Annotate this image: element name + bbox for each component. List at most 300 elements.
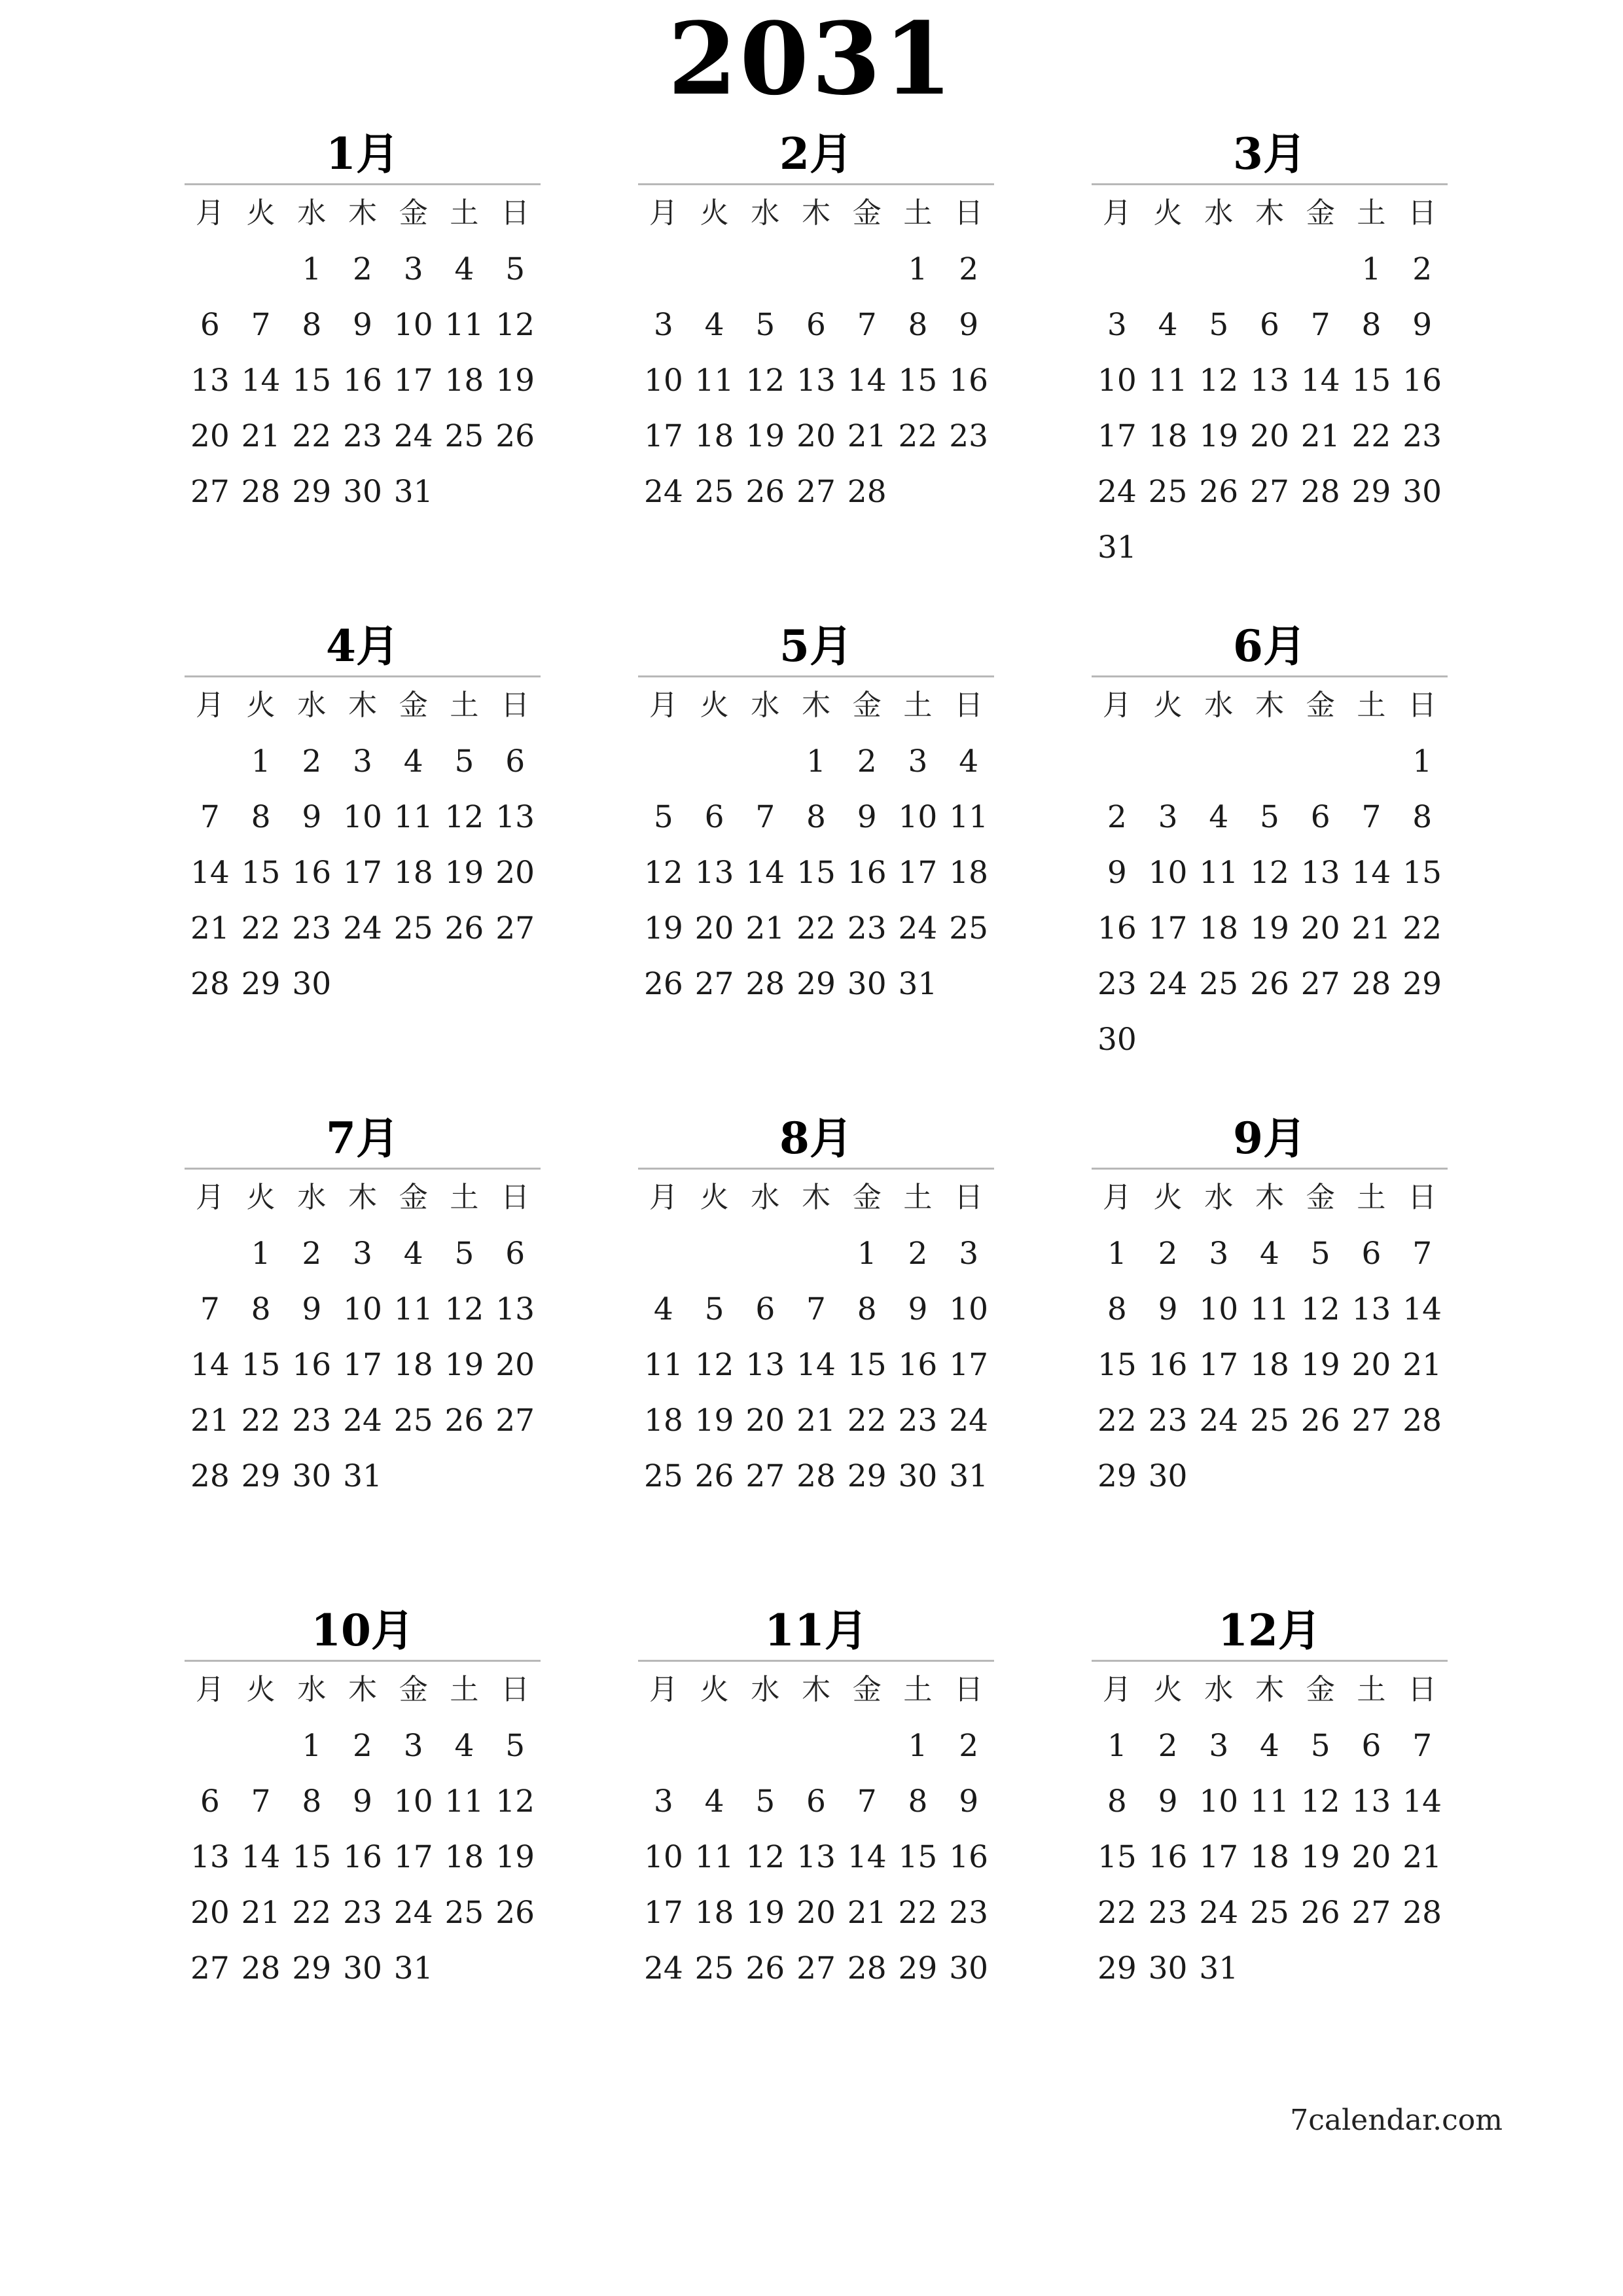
month-title: 12月 [1218, 1605, 1321, 1656]
day-cell: 28 [1402, 1403, 1442, 1439]
weekday-header [638, 1662, 994, 1718]
day-cell: 27 [190, 474, 230, 510]
week-row [1092, 789, 1448, 845]
day-cell: 3 [403, 251, 423, 287]
weekday-label: 木 [348, 689, 377, 722]
day-cell: 6 [1260, 307, 1279, 343]
day-cell [1193, 242, 1244, 297]
day-cell: 8 [857, 1291, 877, 1327]
day-cell [1397, 520, 1448, 575]
day-cell: 4 [1260, 1728, 1279, 1764]
day-cell: 2 [302, 744, 322, 780]
day-cell [236, 242, 287, 297]
weekday-label: 土 [903, 1673, 933, 1706]
day-cell: 12 [745, 363, 785, 399]
day-cell: 20 [694, 910, 734, 946]
week-row [1092, 1393, 1448, 1448]
weekday-label: 火 [246, 1673, 276, 1706]
day-cell: 1 [302, 251, 322, 287]
day-cell [1244, 520, 1295, 575]
day-cell: 1 [908, 1728, 928, 1764]
month-block [638, 1601, 994, 1996]
weekday-label: 金 [852, 689, 882, 722]
day-cell: 27 [495, 1403, 535, 1439]
day-cell: 30 [898, 1458, 938, 1494]
day-cell: 24 [898, 910, 938, 946]
day-cell: 18 [694, 418, 734, 454]
day-cell: 16 [1148, 1347, 1188, 1383]
day-cell: 5 [454, 1236, 474, 1272]
day-cell: 14 [847, 363, 887, 399]
weekday-label: 金 [1306, 196, 1335, 230]
day-cell: 6 [505, 744, 526, 780]
week-row [1092, 297, 1448, 353]
day-cell: 7 [806, 1291, 826, 1327]
day-cell: 2 [1412, 251, 1433, 287]
weekday-header [638, 1170, 994, 1226]
day-cell: 6 [806, 307, 826, 343]
day-cell: 9 [1412, 307, 1433, 343]
weekday-header [1092, 1170, 1448, 1226]
day-cell: 18 [694, 1895, 734, 1931]
day-cell: 11 [444, 307, 484, 343]
week-row [1092, 1941, 1448, 1996]
day-cell: 10 [643, 363, 683, 399]
day-cell: 3 [908, 744, 928, 780]
day-cell: 9 [959, 1784, 979, 1820]
day-cell: 27 [1250, 474, 1289, 510]
day-cell [943, 956, 994, 1012]
day-cell [1244, 1941, 1295, 1996]
day-cell: 22 [847, 1403, 887, 1439]
day-cell: 24 [343, 1403, 382, 1439]
day-cell: 22 [1351, 418, 1391, 454]
week-row [638, 1774, 994, 1829]
day-cell: 23 [1148, 1403, 1188, 1439]
day-cell: 17 [643, 418, 683, 454]
week-row [1092, 242, 1448, 297]
weekday-label: 土 [1357, 1181, 1386, 1214]
day-cell: 23 [1148, 1895, 1188, 1931]
day-cell: 15 [898, 363, 938, 399]
day-cell: 23 [847, 910, 887, 946]
weekday-label: 火 [1153, 1673, 1183, 1706]
weekday-header [638, 677, 994, 734]
day-cell: 21 [745, 910, 785, 946]
day-cell [490, 464, 541, 520]
week-row [185, 901, 541, 956]
day-cell: 27 [1351, 1403, 1391, 1439]
day-cell: 4 [403, 744, 423, 780]
weekday-label: 日 [954, 196, 984, 230]
weekday-label: 日 [501, 1181, 530, 1214]
day-cell: 25 [694, 474, 734, 510]
week-row [185, 1941, 541, 1996]
day-cell: 24 [393, 418, 433, 454]
day-cell: 12 [444, 1291, 484, 1327]
day-cell: 12 [694, 1347, 734, 1383]
weekday-label: 土 [903, 1181, 933, 1214]
day-cell: 20 [745, 1403, 785, 1439]
day-cell [388, 956, 439, 1012]
day-cell: 21 [1402, 1347, 1442, 1383]
day-cell: 31 [1097, 529, 1137, 565]
day-cell: 31 [393, 1950, 433, 1986]
day-cell: 26 [745, 474, 785, 510]
day-cell: 19 [1300, 1839, 1340, 1875]
day-cell: 1 [806, 744, 826, 780]
day-cell [1092, 242, 1143, 297]
day-cell: 3 [653, 307, 673, 343]
day-cell: 31 [949, 1458, 989, 1494]
day-cell: 17 [898, 855, 938, 891]
year-title: 2031 [668, 0, 955, 117]
weekday-label: 火 [700, 689, 729, 722]
weekday-label: 金 [852, 1181, 882, 1214]
day-cell: 6 [200, 307, 220, 343]
day-cell: 15 [292, 1839, 332, 1875]
weekday-label: 火 [1153, 689, 1183, 722]
day-cell: 21 [1300, 418, 1340, 454]
day-cell: 22 [292, 1895, 332, 1931]
day-cell: 14 [796, 1347, 836, 1383]
day-cell: 4 [704, 307, 724, 343]
day-cell: 30 [292, 966, 332, 1002]
day-cell: 1 [908, 251, 928, 287]
day-cell: 20 [796, 418, 836, 454]
day-cell [185, 1226, 236, 1282]
week-row [638, 1226, 994, 1282]
day-cell: 4 [454, 251, 474, 287]
week-row [638, 1448, 994, 1504]
day-cell: 11 [1250, 1784, 1289, 1820]
day-cell: 26 [1199, 474, 1239, 510]
day-cell: 10 [898, 799, 938, 835]
month-title: 5月 [779, 620, 853, 672]
day-cell: 8 [1107, 1784, 1127, 1820]
day-cell: 7 [1412, 1236, 1433, 1272]
day-cell: 12 [495, 307, 535, 343]
day-cell: 4 [1209, 799, 1229, 835]
day-cell [1397, 1448, 1448, 1504]
day-cell [1092, 734, 1143, 789]
weekday-label: 土 [450, 1181, 479, 1214]
day-cell: 29 [292, 474, 332, 510]
day-cell: 6 [1310, 799, 1330, 835]
weekday-label: 木 [1255, 689, 1284, 722]
day-cell: 3 [353, 744, 372, 780]
day-cell: 16 [343, 1839, 382, 1875]
day-cell: 17 [1199, 1839, 1239, 1875]
day-cell: 25 [643, 1458, 683, 1494]
day-cell: 20 [1250, 418, 1289, 454]
day-cell: 26 [1300, 1895, 1340, 1931]
day-cell: 12 [1250, 855, 1289, 891]
day-cell [842, 1718, 893, 1774]
day-cell: 4 [454, 1728, 474, 1764]
weekday-label: 月 [649, 689, 678, 722]
day-cell: 26 [495, 418, 535, 454]
week-row [185, 734, 541, 789]
weekday-label: 日 [501, 689, 530, 722]
day-cell: 5 [1260, 799, 1279, 835]
day-cell: 16 [343, 363, 382, 399]
day-cell: 22 [1402, 910, 1442, 946]
day-cell: 1 [302, 1728, 322, 1764]
day-cell: 27 [190, 1950, 230, 1986]
weekday-label: 木 [1255, 1181, 1284, 1214]
day-cell: 14 [1402, 1291, 1442, 1327]
day-cell: 11 [643, 1347, 683, 1383]
day-cell: 31 [343, 1458, 382, 1494]
day-cell: 29 [1351, 474, 1391, 510]
week-row [1092, 1282, 1448, 1337]
day-cell: 17 [1097, 418, 1137, 454]
day-cell: 29 [847, 1458, 887, 1494]
day-cell [1397, 1941, 1448, 1996]
day-cell: 28 [847, 1950, 887, 1986]
day-cell [439, 1941, 490, 1996]
day-cell: 2 [353, 251, 372, 287]
day-cell: 30 [1097, 1022, 1137, 1058]
day-cell: 14 [241, 1839, 281, 1875]
day-cell [1295, 520, 1346, 575]
day-cell [1295, 1941, 1346, 1996]
day-cell: 12 [643, 855, 683, 891]
day-cell: 14 [745, 855, 785, 891]
weekday-label: 日 [1408, 196, 1437, 230]
day-cell: 2 [959, 251, 979, 287]
day-cell: 19 [643, 910, 683, 946]
week-row [185, 1885, 541, 1941]
day-cell: 25 [444, 418, 484, 454]
day-cell: 21 [190, 1403, 230, 1439]
weekday-label: 木 [1255, 196, 1284, 230]
day-cell: 27 [495, 910, 535, 946]
week-row [1092, 734, 1448, 789]
day-cell: 18 [393, 855, 433, 891]
day-cell: 16 [898, 1347, 938, 1383]
day-cell: 29 [898, 1950, 938, 1986]
day-cell: 9 [1107, 855, 1127, 891]
day-cell [1143, 1012, 1194, 1067]
day-cell: 19 [745, 418, 785, 454]
day-cell [1397, 1012, 1448, 1067]
day-cell: 27 [694, 966, 734, 1002]
weekday-label: 木 [348, 196, 377, 230]
month-title: 3月 [1233, 128, 1306, 179]
site-credit: 7calendar.com [1290, 2104, 1503, 2137]
month-block [185, 1109, 541, 1504]
day-cell [439, 956, 490, 1012]
day-cell: 4 [704, 1784, 724, 1820]
day-cell: 17 [1199, 1347, 1239, 1383]
weekday-label: 木 [801, 1673, 830, 1706]
day-cell: 24 [643, 474, 683, 510]
day-cell: 11 [1250, 1291, 1289, 1327]
day-cell: 28 [241, 474, 281, 510]
weekday-label: 月 [1102, 1673, 1132, 1706]
day-cell: 17 [393, 1839, 433, 1875]
week-row [638, 353, 994, 408]
day-cell: 26 [1300, 1403, 1340, 1439]
day-cell: 9 [1158, 1784, 1178, 1820]
month-title: 7月 [326, 1113, 399, 1164]
day-cell: 3 [1158, 799, 1178, 835]
day-cell: 10 [1097, 363, 1137, 399]
day-cell: 9 [959, 307, 979, 343]
day-cell [740, 734, 791, 789]
weekday-label: 水 [297, 689, 327, 722]
day-cell: 16 [847, 855, 887, 891]
day-cell: 15 [1097, 1839, 1137, 1875]
weekday-label: 木 [801, 689, 830, 722]
weekday-label: 金 [1306, 1673, 1335, 1706]
week-row [1092, 1774, 1448, 1829]
day-cell: 24 [1097, 474, 1137, 510]
month-block [638, 1109, 994, 1504]
day-cell: 3 [1209, 1728, 1229, 1764]
day-cell: 21 [847, 418, 887, 454]
day-cell: 26 [694, 1458, 734, 1494]
week-row [638, 956, 994, 1012]
day-cell: 2 [908, 1236, 928, 1272]
day-cell: 9 [302, 1291, 322, 1327]
day-cell: 25 [393, 1403, 433, 1439]
day-cell: 9 [1158, 1291, 1178, 1327]
day-cell [490, 1941, 541, 1996]
week-row [185, 242, 541, 297]
day-cell: 31 [1199, 1950, 1239, 1986]
day-cell: 19 [1250, 910, 1289, 946]
day-cell: 7 [857, 307, 877, 343]
day-cell: 6 [806, 1784, 826, 1820]
day-cell: 22 [241, 910, 281, 946]
week-row [185, 297, 541, 353]
day-cell: 30 [949, 1950, 989, 1986]
day-cell: 14 [1402, 1784, 1442, 1820]
day-cell: 21 [190, 910, 230, 946]
day-cell: 19 [745, 1895, 785, 1931]
day-cell: 14 [847, 1839, 887, 1875]
day-cell: 28 [745, 966, 785, 1002]
day-cell: 10 [1148, 855, 1188, 891]
week-row [185, 1718, 541, 1774]
month-title: 11月 [764, 1605, 868, 1656]
weekday-label: 水 [1204, 1181, 1234, 1214]
day-cell: 25 [1250, 1895, 1289, 1931]
day-cell: 6 [200, 1784, 220, 1820]
day-cell: 10 [393, 307, 433, 343]
day-cell [791, 242, 842, 297]
day-cell: 12 [1199, 363, 1239, 399]
day-cell: 24 [393, 1895, 433, 1931]
day-cell: 6 [1361, 1728, 1382, 1764]
day-cell [1193, 1012, 1244, 1067]
day-cell: 6 [755, 1291, 776, 1327]
day-cell: 14 [1351, 855, 1391, 891]
week-row [185, 956, 541, 1012]
weekday-label: 土 [903, 196, 933, 230]
day-cell: 16 [949, 1839, 989, 1875]
day-cell: 21 [1351, 910, 1391, 946]
weekday-label: 日 [1408, 689, 1437, 722]
day-cell: 25 [1250, 1403, 1289, 1439]
day-cell: 4 [1158, 307, 1178, 343]
day-cell: 18 [1250, 1347, 1289, 1383]
day-cell: 8 [1107, 1291, 1127, 1327]
day-cell: 23 [292, 910, 332, 946]
day-cell [490, 1448, 541, 1504]
month-title: 8月 [779, 1113, 853, 1164]
day-cell [638, 1226, 689, 1282]
day-cell [1346, 1012, 1397, 1067]
day-cell [1346, 520, 1397, 575]
day-cell: 1 [1107, 1728, 1127, 1764]
month-title: 4月 [326, 620, 399, 672]
day-cell: 23 [292, 1403, 332, 1439]
week-row [1092, 1718, 1448, 1774]
week-row [1092, 1829, 1448, 1885]
day-cell: 19 [694, 1403, 734, 1439]
day-cell: 21 [796, 1403, 836, 1439]
day-cell: 23 [898, 1403, 938, 1439]
weekday-label: 水 [1204, 689, 1234, 722]
weekday-label: 月 [195, 1181, 224, 1214]
day-cell: 3 [1209, 1236, 1229, 1272]
day-cell [638, 734, 689, 789]
week-row [185, 1448, 541, 1504]
day-cell: 30 [1148, 1950, 1188, 1986]
day-cell [1143, 520, 1194, 575]
day-cell: 3 [403, 1728, 423, 1764]
day-cell: 24 [643, 1950, 683, 1986]
week-row [1092, 845, 1448, 901]
day-cell: 13 [796, 1839, 836, 1875]
week-row [638, 297, 994, 353]
day-cell [740, 1718, 791, 1774]
day-cell: 13 [745, 1347, 785, 1383]
day-cell: 3 [353, 1236, 372, 1272]
day-cell: 8 [251, 799, 271, 835]
day-cell [1143, 734, 1194, 789]
week-row [185, 353, 541, 408]
day-cell: 5 [505, 1728, 526, 1764]
day-cell: 30 [1402, 474, 1442, 510]
weekday-label: 火 [1153, 196, 1183, 230]
weekday-label: 土 [450, 689, 479, 722]
day-cell: 26 [1250, 966, 1289, 1002]
day-cell: 18 [643, 1403, 683, 1439]
week-row [185, 789, 541, 845]
day-cell: 26 [444, 1403, 484, 1439]
weekday-header [185, 185, 541, 242]
weekday-header [185, 677, 541, 734]
day-cell: 13 [1250, 363, 1289, 399]
weekday-label: 水 [751, 196, 780, 230]
day-cell: 27 [745, 1458, 785, 1494]
weekday-label: 土 [903, 689, 933, 722]
day-cell [893, 464, 944, 520]
day-cell: 11 [393, 1291, 433, 1327]
weekday-label: 金 [852, 196, 882, 230]
month-block [185, 617, 541, 1012]
weekday-label: 月 [1102, 196, 1132, 230]
day-cell: 20 [495, 855, 535, 891]
day-cell: 11 [1148, 363, 1188, 399]
weekday-label: 金 [399, 1673, 428, 1706]
day-cell: 3 [959, 1236, 979, 1272]
